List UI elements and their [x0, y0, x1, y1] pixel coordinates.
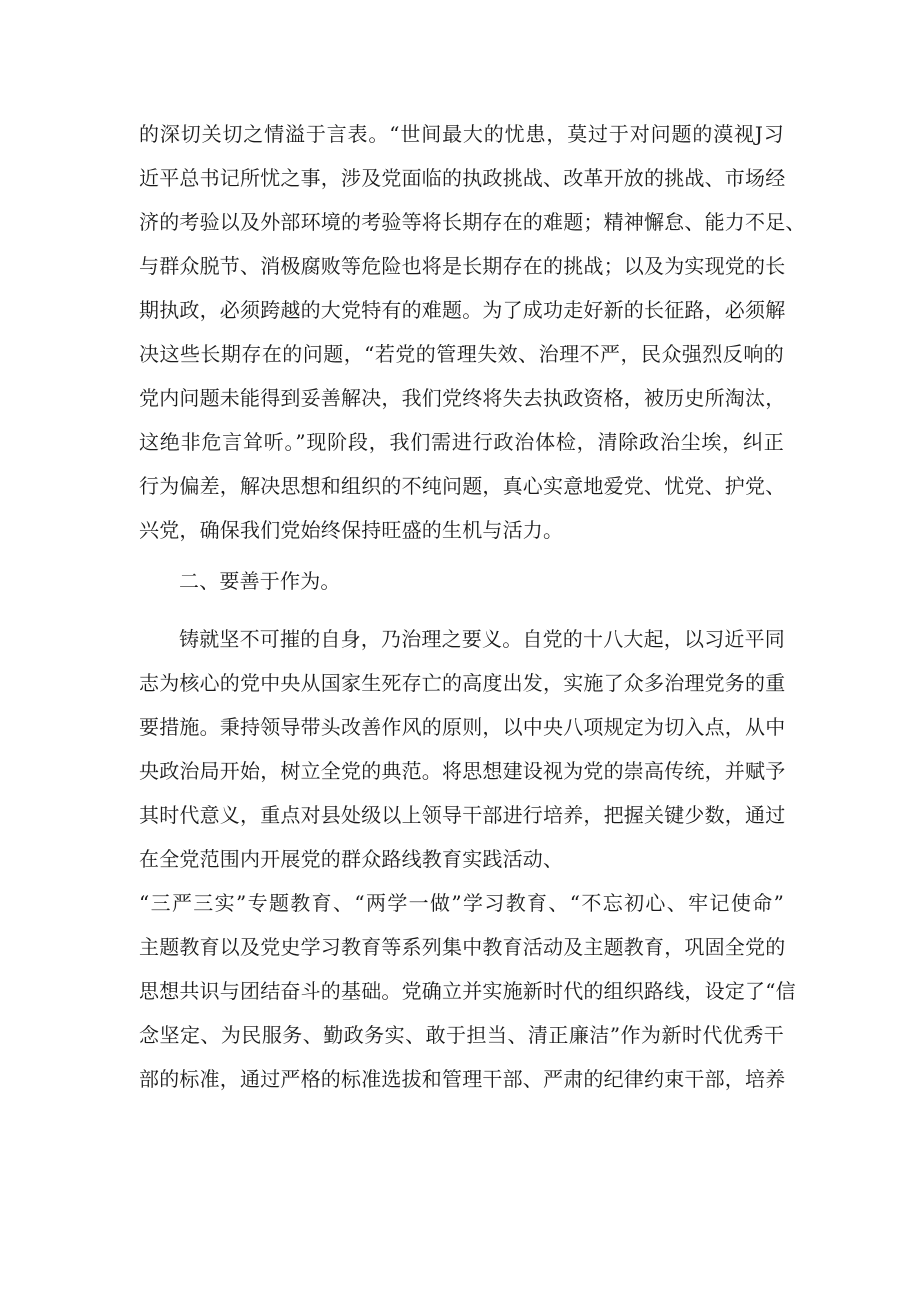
paragraph-2-line: 其时代意义，重点对县处级以上领导干部进行培养，把握关键少数，通过: [139, 803, 786, 827]
paragraph-2-line: 在全党范围内开展党的群众路线教育实践活动、: [139, 847, 564, 871]
paragraph-1-line: 近平总书记所忧之事，涉及党面临的执政挑战、改革开放的挑战、市场经: [139, 166, 786, 190]
section-heading: 二、要善于作为。: [179, 569, 341, 593]
paragraph-2-line: 铸就坚不可摧的自身，乃治理之要义。自党的十八大起，以习近平同: [179, 627, 785, 651]
paragraph-1-line: 决这些长期存在的问题，“若党的管理失效、治理不严，民众强烈反响的: [139, 342, 784, 366]
paragraph-2-line: 央政治局开始，树立全党的典范。将思想建设视为党的崇高传统，并赋予: [139, 759, 786, 783]
paragraph-1-line: 济的考验以及外部环境的考验等将长期存在的难题；精神懈怠、能力不足、: [139, 210, 806, 234]
paragraph-2-line: 要措施。秉持领导带头改善作风的原则，以中央八项规定为切入点，从中: [139, 715, 786, 739]
paragraph-2-line: 念坚定、为民服务、勤政务实、敢于担当、清正廉洁”作为新时代优秀干: [139, 1023, 784, 1047]
paragraph-2-line: 部的标准，通过严格的标准选拔和管理干部、严肃的纪律约束干部，培养: [139, 1067, 786, 1091]
paragraph-1-line: 行为偏差，解决思想和组织的不纯问题，真心实意地爱党、忧党、护党、: [139, 474, 786, 498]
paragraph-1-line: 与群众脱节、消极腐败等危险也将是长期存在的挑战；以及为实现党的长: [139, 254, 786, 278]
paragraph-1-line: 兴党，确保我们党始终保持旺盛的生机与活力。: [139, 518, 564, 542]
paragraph-2-line: “三严三实”专题教育、“两学一做”学习教育、“不忘初心、牢记使命”: [139, 891, 784, 915]
paragraph-1-line: 期执政，必须跨越的大党特有的难题。为了成功走好新的长征路，必须解: [139, 298, 786, 322]
paragraph-2-line: 思想共识与团结奋斗的基础。党确立并实施新时代的组织路线，设定了“信: [139, 979, 796, 1003]
paragraph-1-line: 的深切关切之情溢于言表。“世间最大的忧患，莫过于对问题的漠视J习: [139, 122, 784, 146]
paragraph-2-line: 志为核心的党中央从国家生死存亡的高度出发，实施了众多治理党务的重: [139, 671, 786, 695]
paragraph-2-line: 主题教育以及党史学习教育等系列集中教育活动及主题教育，巩固全党的: [139, 935, 786, 959]
paragraph-1-line: 这绝非危言耸听。”现阶段，我们需进行政治体检，清除政治尘埃，纠正: [139, 430, 784, 454]
paragraph-1-line: 党内问题未能得到妥善解决，我们党终将失去执政资格，被历史所淘汰，: [139, 386, 786, 410]
